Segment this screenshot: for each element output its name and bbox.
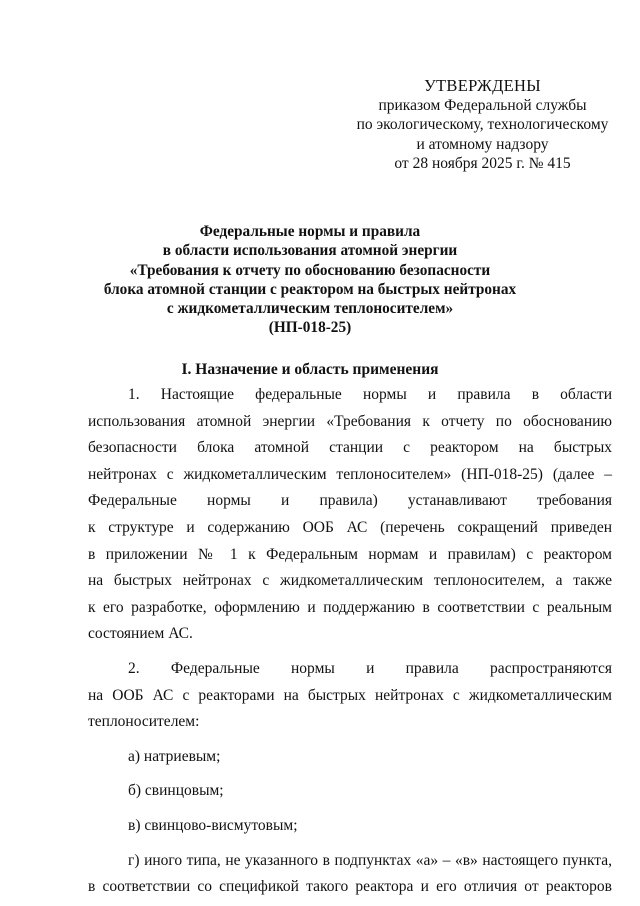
paragraph-2 xyxy=(88,656,612,736)
approval-line: и атомному надзору xyxy=(416,135,549,153)
paragraph-1 xyxy=(88,382,612,648)
text-line: к его разработке, оформлению и поддержанию в соответствии с реальным xyxy=(88,598,612,616)
text-line: а) натриевым; xyxy=(128,747,221,765)
title-line: в области использования атомной энергии xyxy=(162,242,458,260)
section-heading: I. Назначение и область применения xyxy=(181,361,439,378)
approval-line: приказом Федеральной службы xyxy=(378,96,587,114)
title-line: Федеральные нормы и правила xyxy=(199,223,421,240)
document-code: (НП-018-25) xyxy=(268,319,352,337)
title-line: блока атомной станции с реактором на быстрых нейтронах xyxy=(103,280,517,298)
text-line: на ООБ АС с реакторами на быстрых нейтронах с жидкометаллическим xyxy=(88,686,612,704)
approval-date: от 28 ноября 2025 г. № 415 xyxy=(394,155,571,172)
text-line: г) иного типа, не указанного в подпунктах «а» – «в» настоящего пункта, xyxy=(128,851,612,869)
list-item-a xyxy=(88,744,612,771)
list-item-d xyxy=(88,848,612,901)
text-line: к структуре и содержанию ООБ АС (перечень сокращений приведен xyxy=(88,518,612,536)
text-line: в соответствии со спецификой такого реактора и его отличия от реакторов xyxy=(88,878,612,896)
title-line: «Требования к отчету по обоснованию безопасности xyxy=(129,261,491,279)
approval-line: по экологическому, технологическому xyxy=(356,116,609,133)
list-item-b xyxy=(88,778,612,805)
approval-title: УТВЕРЖДЕНЫ xyxy=(424,76,541,95)
text-line: на быстрых нейтронах с жидкометаллическим теплоносителем, а также xyxy=(88,572,612,590)
text-line: б) свинцовым; xyxy=(128,782,224,800)
text-line: в) свинцово-висмутовым; xyxy=(128,816,298,834)
body-text xyxy=(88,382,612,901)
text-line: безопасности блока атомной станции с реактором на быстрых xyxy=(88,439,612,457)
text-line: состоянием АС. xyxy=(88,625,193,643)
text-line: Федеральные нормы и правила) устанавливают требования xyxy=(88,492,612,510)
text-line: 1. Настоящие федеральные нормы и правила в области xyxy=(128,386,612,403)
document-title xyxy=(100,222,520,338)
text-line: в приложении № 1 к Федеральным нормам и правилам) с реактором xyxy=(88,545,612,563)
title-line: с жидкометаллическим теплоносителем» xyxy=(166,300,454,318)
text-line: использования атомной энергии «Требования к отчету по обоснованию xyxy=(88,412,612,430)
text-line: нейтронах с жидкометаллическим теплоносителем» (НП-018-25) (далее – xyxy=(88,465,612,483)
list-item-c xyxy=(88,813,612,840)
text-line: 2. Федеральные нормы и правила распространяются xyxy=(128,659,612,677)
approval-block xyxy=(340,76,625,174)
text-line: теплоносителем: xyxy=(88,713,200,731)
